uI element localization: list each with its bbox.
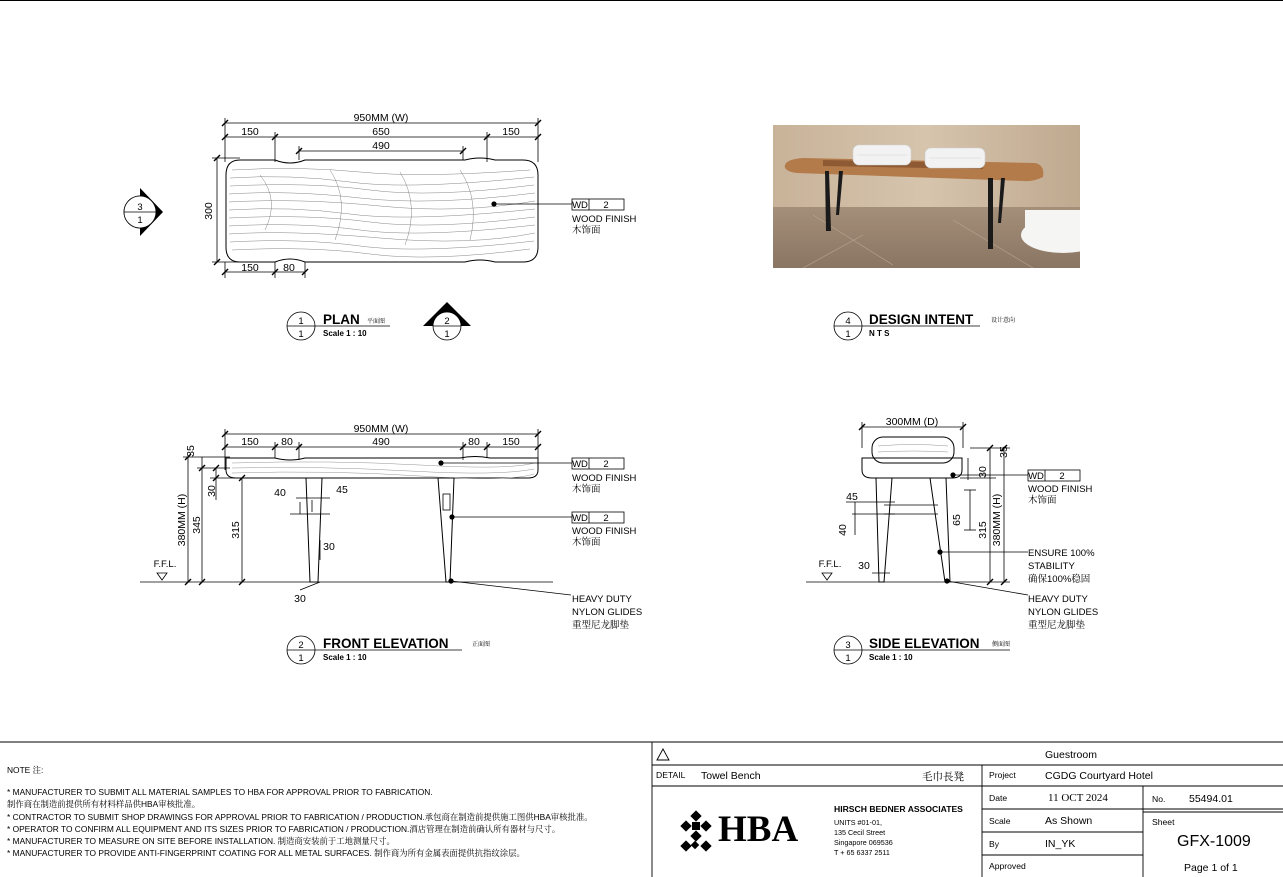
date-label: Date	[989, 793, 1008, 803]
by-label: By	[989, 839, 1000, 849]
plan-title: PLAN	[323, 312, 360, 327]
side-tag-cn: 木饰面	[1028, 495, 1057, 506]
front-d45: 45	[336, 484, 348, 496]
plan-marker2-num: 2	[444, 316, 450, 327]
di-title: DESIGN INTENT	[869, 312, 974, 327]
side-stab-cn: 确保100%稳固	[1028, 574, 1091, 585]
side-title-cn: 侧面图	[992, 642, 1011, 648]
plan-title-num: 1	[298, 316, 304, 327]
hba-logo	[678, 810, 813, 861]
side-tag-no: 2	[1059, 471, 1065, 482]
company-name: HIRSCH BEDNER ASSOCIATES	[834, 804, 963, 814]
plan-tag-no: 2	[603, 200, 609, 211]
front-glides-cn: 重型尼龙脚垫	[572, 620, 630, 631]
front-d315: 315	[230, 521, 242, 539]
plan-section-num: 3	[137, 202, 143, 213]
side-glides-2: NYLON GLIDES	[1028, 607, 1099, 618]
front-tag1-code: WD	[572, 459, 588, 470]
front-glides-1: HEAVY DUTY	[572, 594, 632, 605]
no-value: 55494.01	[1189, 793, 1233, 805]
sheet-label: Sheet	[1152, 817, 1175, 827]
front-tag1-no: 2	[603, 459, 609, 470]
plan-marker2-sheet: 1	[444, 329, 450, 340]
front-d80b: 80	[468, 436, 480, 448]
plan-dim-bottom-mid: 80	[283, 262, 295, 274]
side-scale: Scale 1 : 10	[869, 653, 913, 662]
side-labels	[819, 416, 1099, 664]
sheet-value: GFX-1009	[1177, 833, 1251, 850]
side-glides-cn: 重型尼龙脚垫	[1028, 620, 1086, 631]
front-d30c: 30	[294, 593, 306, 605]
design-intent-photo	[773, 125, 1080, 268]
plan-section-sheet: 1	[137, 215, 143, 226]
front-d150a: 150	[241, 436, 259, 448]
plan-tag-code: WD	[572, 200, 588, 211]
side-d65: 65	[951, 514, 963, 526]
detail-cn: 毛巾長凳	[922, 771, 964, 783]
hba-logo-text: HBA	[718, 809, 799, 850]
front-tag1-en: WOOD FINISH	[572, 473, 637, 484]
side-d35: 35	[998, 446, 1010, 458]
front-elevation	[140, 429, 624, 664]
company-phone: T + 65 6337 2511	[834, 848, 890, 857]
front-tag2-code: WD	[572, 513, 588, 524]
front-d30: 30	[206, 485, 218, 497]
side-d40: 40	[837, 524, 849, 536]
front-tag2-no: 2	[603, 513, 609, 524]
side-title: SIDE ELEVATION	[869, 636, 980, 651]
side-d45: 45	[846, 491, 858, 503]
front-scale: Scale 1 : 10	[323, 653, 367, 662]
notes-block	[7, 764, 647, 859]
category: Guestroom	[1045, 749, 1097, 761]
side-stab-1: ENSURE 100%	[1028, 548, 1095, 559]
di-scale: N T S	[869, 329, 890, 338]
side-title-sheet: 1	[845, 653, 851, 664]
front-dim-total: 950MM (W)	[353, 423, 409, 435]
side-d30b: 30	[858, 560, 870, 572]
front-d80a: 80	[281, 436, 293, 448]
side-glides-1: HEAVY DUTY	[1028, 594, 1088, 605]
side-d315: 315	[977, 521, 989, 539]
plan-finish-cn: 木饰面	[572, 225, 601, 236]
side-ffl: F.F.L.	[818, 559, 842, 570]
date-value: 11 OCT 2024	[1048, 792, 1108, 804]
front-title-num: 2	[298, 640, 304, 651]
plan-dim-depth: 300	[203, 202, 215, 220]
notes-heading: NOTE 注:	[7, 765, 44, 775]
bench-render-image	[773, 125, 1080, 268]
front-d345: 345	[191, 516, 203, 534]
front-labels	[154, 423, 643, 664]
front-d380: 380MM (H)	[176, 493, 188, 547]
front-title-cn: 正面图	[472, 642, 491, 648]
front-d40: 40	[274, 487, 286, 499]
front-tag2-cn: 木饰面	[572, 537, 601, 548]
di-title-cn: 设计意向	[991, 318, 1016, 324]
plan-dim-total: 950MM (W)	[353, 112, 409, 124]
plan-labels	[137, 112, 636, 340]
side-d30: 30	[977, 466, 989, 478]
front-d30b: 30	[323, 541, 335, 553]
page-indicator: Page 1 of 1	[1184, 862, 1238, 874]
front-title-sheet: 1	[298, 653, 304, 664]
scale-label: Scale	[989, 816, 1011, 826]
plan-dim-bottom-left: 150	[241, 262, 259, 274]
plan-scale: Scale 1 : 10	[323, 329, 367, 338]
plan-dim-left: 150	[241, 126, 259, 138]
note-line: * MANUFACTURER TO MEASURE ON SITE BEFORE INSTALLATION. 制造商安装前于工地测量尺寸。	[7, 836, 395, 847]
company-addr3: Singapore 069536	[834, 838, 893, 847]
front-tag2-en: WOOD FINISH	[572, 526, 637, 537]
detail-label: DETAIL	[656, 770, 686, 780]
project-value: CGDG Courtyard Hotel	[1045, 770, 1153, 782]
project-label: Project	[989, 770, 1016, 780]
detail-value: Towel Bench	[701, 770, 761, 782]
note-line: * MANUFACTURER TO SUBMIT ALL MATERIAL SAMPLES TO HBA FOR APPROVAL PRIOR TO FABRICATION.	[7, 787, 433, 798]
company-addr2: 135 Cecil Street	[834, 828, 886, 837]
side-tag-code: WD	[1028, 471, 1044, 482]
note-line: * CONTRACTOR TO SUBMIT SHOP DRAWINGS FOR APPROVAL PRIOR TO FABRICATION / PRODUCTION.承包商在制造前提供施工图供HBA审核批准。	[7, 811, 593, 822]
front-ffl: F.F.L.	[153, 559, 177, 570]
note-line: * OPERATOR TO CONFIRM ALL EQUIPMENT AND ITS SIZES PRIOR TO FABRICATION / PRODUCTION.酒店管理在制造前确认所有器材与尺寸。	[7, 823, 561, 834]
note-line: 制作商在制造前提供所有材料样品供HBA审核批准。	[7, 799, 201, 810]
side-title-num: 3	[845, 640, 851, 651]
plan-dim-right: 150	[502, 126, 520, 138]
design-intent-labels	[845, 312, 1015, 340]
di-sheet: 1	[845, 329, 851, 340]
by-value: IN_YK	[1045, 838, 1076, 850]
front-glides-2: NYLON GLIDES	[572, 607, 643, 618]
side-d380: 380MM (H)	[991, 493, 1003, 547]
front-d35: 35	[185, 445, 197, 457]
di-num: 4	[845, 316, 851, 327]
plan-dim-mid: 650	[372, 126, 390, 138]
front-tag1-cn: 木饰面	[572, 484, 601, 495]
note-line: * MANUFACTURER TO PROVIDE ANTI-FINGERPRINT COATING FOR ALL METAL SURFACES. 制作商为所有金属表面提供抗指纹涂层。	[7, 848, 525, 859]
scale-value: As Shown	[1045, 815, 1093, 827]
front-title: FRONT ELEVATION	[323, 636, 449, 651]
front-d490: 490	[372, 436, 390, 448]
company-addr1: UNITS #01-01,	[834, 818, 882, 827]
side-tag-en: WOOD FINISH	[1028, 484, 1093, 495]
approved-label: Approved	[989, 861, 1026, 871]
side-dim-depth: 300MM (D)	[885, 416, 939, 428]
front-d150b: 150	[502, 436, 520, 448]
side-stab-2: STABILITY	[1028, 561, 1075, 572]
plan-dim-inner: 490	[372, 140, 390, 152]
plan-title-sheet: 1	[298, 329, 304, 340]
plan-title-cn: 平面图	[367, 319, 386, 325]
no-label: No.	[1152, 794, 1166, 804]
plan-finish-en: WOOD FINISH	[572, 214, 637, 225]
